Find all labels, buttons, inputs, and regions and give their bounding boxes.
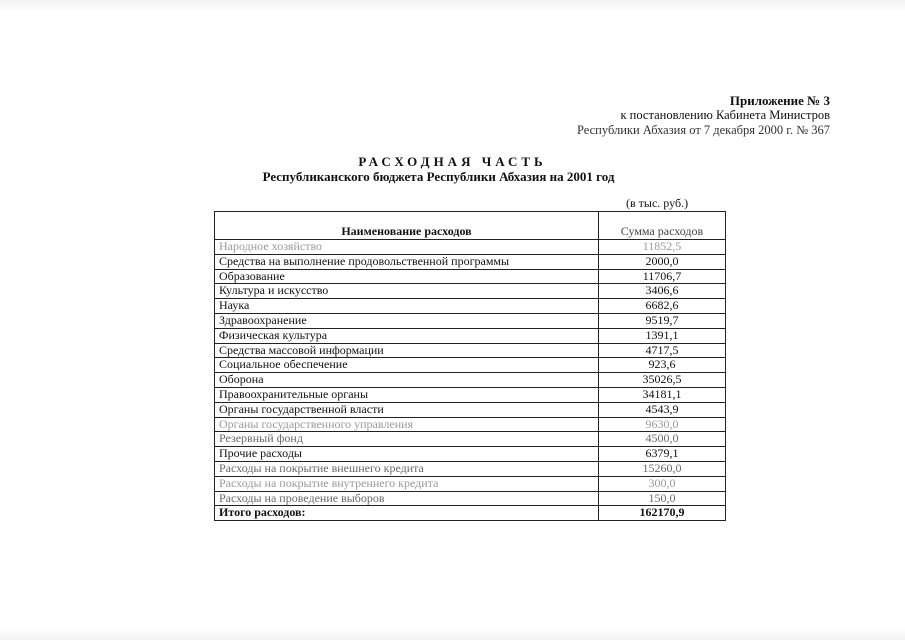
table-row [215,476,726,491]
row-value: 4717,5 [599,343,726,358]
table-row [215,343,726,358]
table-row [215,461,726,476]
title-subtitle: Республиканского бюджета Республики Абхазия на 2001 год [262,169,615,184]
row-name: Образование [215,269,599,284]
row-name: Резервный фонд [215,432,599,447]
row-value: 11852,5 [599,240,726,255]
row-value: 6682,6 [599,299,726,314]
table-total-row [215,506,726,521]
row-name: Средства на выполнение продовольственной программы [215,254,599,269]
units-note: (в тыс. руб.) [626,196,689,210]
annex-title: Приложение № 3 [729,93,830,108]
row-value: 150,0 [599,491,726,506]
row-value: 4543,9 [599,402,726,417]
row-value: 4500,0 [599,432,726,447]
row-name: Физическая культура [215,328,599,343]
table-row [215,432,726,447]
total-label: Итого расходов: [215,506,599,521]
annex-reference: к постановлению Кабинета Министров [620,108,830,122]
row-name: Здравоохранение [215,313,599,328]
row-name: Народное хозяйство [215,240,599,255]
row-value: 300,0 [599,476,726,491]
annex-decree-date: Республики Абхазия от 7 декабря 2000 г. № 367 [576,123,830,137]
row-value: 15260,0 [599,461,726,476]
table-row [215,240,726,255]
row-value: 9519,7 [599,313,726,328]
row-name: Расходы на покрытие внешнего кредита [215,461,599,476]
column-header-name: Наименование расходов [215,212,599,240]
total-value: 162170,9 [599,506,726,521]
row-name: Средства массовой информации [215,343,599,358]
row-name: Правоохранительные органы [215,387,599,402]
row-name: Оборона [215,373,599,388]
table-header-row [215,212,726,240]
row-name: Расходы на покрытие внутреннего кредита [215,476,599,491]
table-row [215,447,726,462]
row-value: 6379,1 [599,447,726,462]
table-row [215,328,726,343]
row-name: Социальное обеспечение [215,358,599,373]
row-name: Прочие расходы [215,447,599,462]
row-name: Культура и искусство [215,284,599,299]
annex-header [577,93,830,138]
table-row [215,387,726,402]
table-row [215,491,726,506]
row-name: Органы государственной власти [215,402,599,417]
table-row [215,417,726,432]
table-row [215,269,726,284]
scan-edge-top [0,0,905,12]
title-main: РАСХОДНАЯ ЧАСТЬ [358,154,547,169]
table-row [215,299,726,314]
row-value: 11706,7 [599,269,726,284]
scan-edge-bottom [0,628,905,640]
table-row [215,402,726,417]
table-row [215,284,726,299]
row-name: Органы государственного управления [215,417,599,432]
document-title [0,154,905,184]
row-name: Расходы на проведение выборов [215,491,599,506]
column-header-sum: Сумма расходов [599,212,726,240]
row-value: 35026,5 [599,373,726,388]
expenditure-table [214,211,726,521]
row-value: 923,6 [599,358,726,373]
table-row [215,254,726,269]
row-value: 2000,0 [599,254,726,269]
table-row [215,313,726,328]
row-value: 34181,1 [599,387,726,402]
row-name: Наука [215,299,599,314]
row-value: 1391,1 [599,328,726,343]
table-row [215,358,726,373]
row-value: 3406,6 [599,284,726,299]
row-value: 9630,0 [599,417,726,432]
table-row [215,373,726,388]
